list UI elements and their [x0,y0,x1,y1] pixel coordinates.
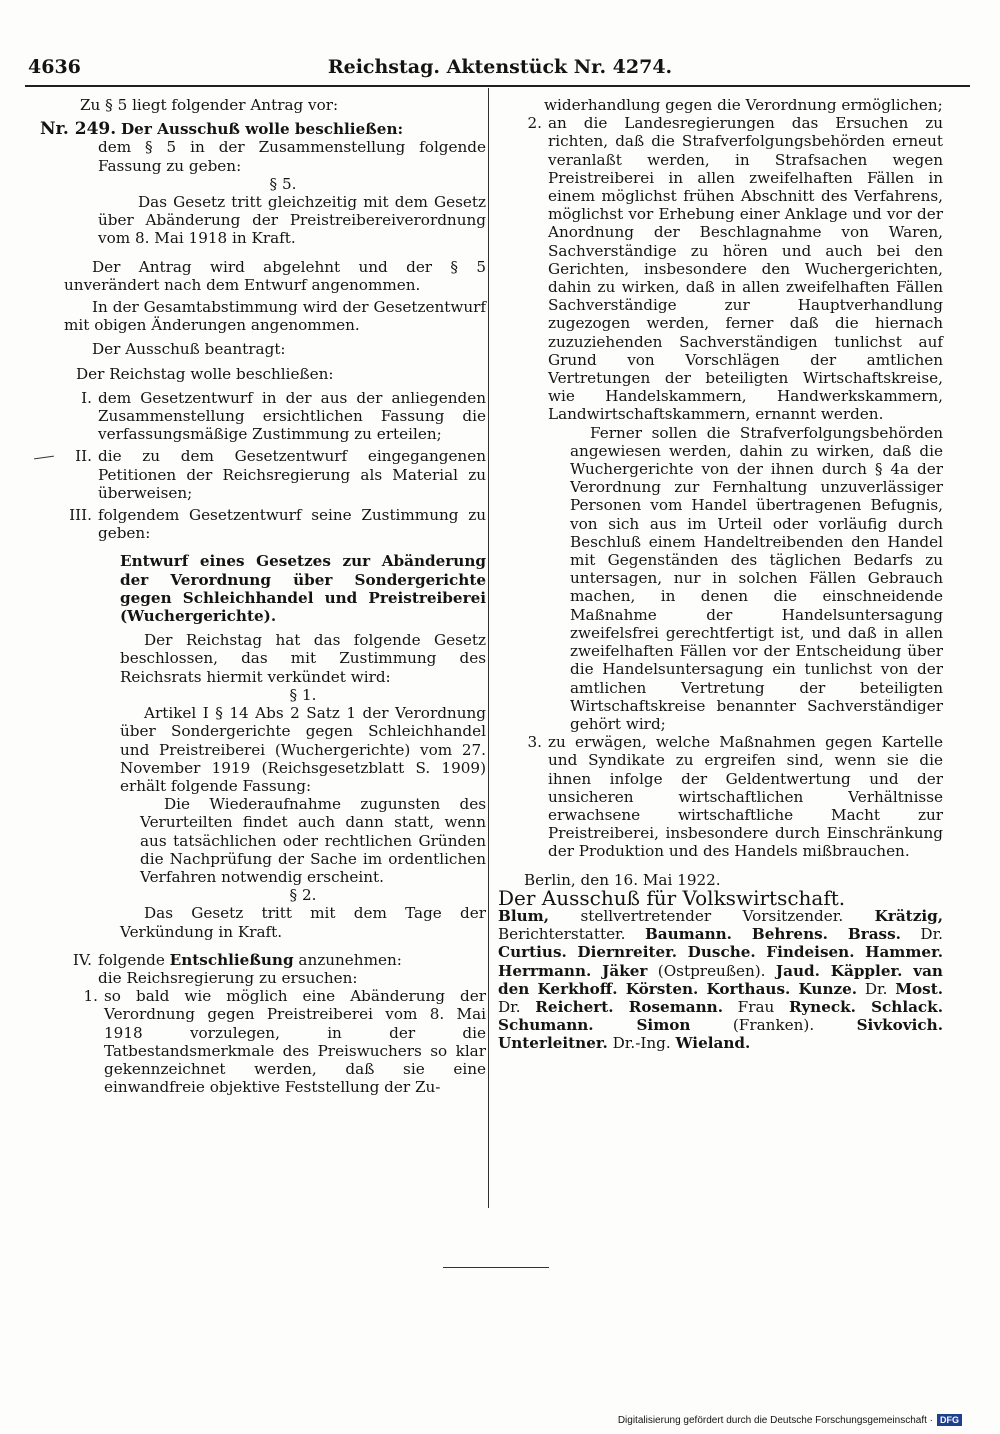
left-column [40,96,486,1096]
member-note: Frau [722,997,789,1016]
motion-number: Nr. 249. [40,119,117,140]
place-date: Berlin, den 16. Mai 1922. [524,870,721,889]
request-1 [40,987,486,1096]
member-name: Ryneck. Schlack. Schumann. Simon [498,997,943,1035]
right-column [498,96,943,1053]
member-name: Baumann. Behrens. Brass. [644,925,901,944]
member-note: Dr.-Ing. [607,1034,676,1053]
running-title: Reichstag. Aktenstück Nr. 4274. [327,56,673,78]
member-note: stellvertretender Vorsitzender. [549,906,875,925]
draft-s1-text: Artikel I § 14 Abs 2 Satz 1 der Verordnung über Sondergerichte gegen Schleichhandel und Preistreiberei (Wuchergerichte) vom 27. November 1919 (Reichsgesetzblatt S. 1909) erhält folgende Fassung: [120,704,486,795]
section5-heading: § 5. [269,174,297,193]
member-name: Jaud. Käppler. van den Kerkhoff. Körsten. Korthaus. Kunze. [498,961,943,998]
motion-text: Der Ausschuß wolle beschließen: [121,120,404,139]
para-total-vote: In der Gesamtabstimmung wird der Gesetzentwurf mit obigen Änderungen angenommen. [64,298,486,335]
intro-line: Zu § 5 liegt folgender Antrag vor: [80,96,339,114]
member-note: (Franken). [690,1016,857,1035]
member-note: Dr. [498,997,536,1016]
item-4-text-c: anzunehmen: [298,950,402,969]
member-note: Dr. [857,979,896,998]
member-name: Sivkovich. Unterleitner. [498,1016,943,1053]
draft-preamble: Der Reichstag hat das folgende Gesetz beschlossen, das mit Zustimmung des Reichsrats hiermit verkündet wird: [120,631,486,686]
reichstag-resolve: Der Reichstag wolle beschließen: [76,364,334,383]
committee-requests: Der Ausschuß beantragt: [92,340,286,359]
request-2-text: an die Landesregierungen das Ersuchen zu richten, daß die Strafverfolgungsbehörden erneut veranlaßt werden, in Strafsachen wegen Preistreiberei in allen zweifelhaften Fällen in einem möglichst frühen Abschnitt des Verfahrens, möglichst vor Erhebung einer Anklage und vor der Anordnung der Beschlagnahme von Waren, Sachverständige zu hören und auch bei den Gerichten, insbesondere den Wuchergerichten, dahin zu wirken, daß in allen zweifelhaften Fällen Sachverständige zur Hauptverhandlung zugezogen werden, ferner daß die hiernach zuzuziehenden Sachverständigen tunlichst auf Grund von Vorschlägen der amtlichen Vertretungen der beteiligten Wirtschaftskreise, wie Handelskammern, Handwerkskammern, Landwirtschaftskammern, ernannt werden. [548,114,943,424]
request-3-number: 3. [527,733,542,752]
column-divider [488,88,489,1208]
item-2 [40,447,486,502]
committee-title: Der Ausschuß für Volkswirtschaft. [498,885,846,910]
member-name: Curtius. Diernreiter. Dusche. Findeisen. Hammer. Herrmann. Jäker [498,943,943,980]
draft-title: Entwurf eines Gesetzes zur Abänderung der Verordnung über Sondergerichte gegen Schleichhandel und Preistreiberei (Wuchergerichte). [120,552,486,626]
item-4-line [98,951,486,969]
item-4-number: IV. [72,950,92,969]
member-note: (Ostpreußen). [647,961,776,980]
request-1-continued: widerhandlung gegen die Verordnung ermöglichen; [544,96,943,114]
member-name: Reichert. Rosemann. [535,997,723,1016]
page-number: 4636 [28,56,81,78]
motion-body: dem § 5 in der Zusammenstellung folgende Fassung zu geben: [98,138,486,175]
committee-members [498,907,943,1053]
request-2 [498,114,943,423]
para-rejected: Der Antrag wird abgelehnt und der § 5 unverändert nach dem Entwurf angenommen. [64,257,486,294]
request-2-text-2: Ferner sollen die Strafverfolgungsbehörden angewiesen werden, dahin zu wirken, daß die Wuchergerichte von der ihnen durch § 4a der Verordnung zur Fernhaltung unzuverlässiger Personen vom Handel übertragenen Befugnis, von sich aus im Urteil oder vorläufig durch Beschluß einem Handeltreibenden den Handel mit Gegenständen des täglichen Bedarfs zu untersagen, nur in solchen Fällen Gebrauch machen, in denen die einschneidende Maßnahme der Handelsuntersagung zweifelsfrei gerechtfertigt ist, und daß in allen zweifelhaften Fällen vor der Entscheidung über die Handelsuntersagung ein tunlichst von der amtlichen Vertretung der beteiligten Wirtschaftskreise benannter Sachverständiger gehört wird; [570,423,943,733]
item-4-text-b: Entschließung [169,950,294,969]
footer [618,1414,962,1426]
member-note: Berichterstatter. [498,925,645,944]
member-name: Blum, [498,906,550,925]
section5-text: Das Gesetz tritt gleichzeitig mit dem Gesetz über Abänderung der Preistreibereiverordnung vom 8. Mai 1918 in Kraft. [98,193,486,248]
item-2-text: die zu dem Gesetzentwurf eingegangenen Petitionen der Reichsregierung als Material zu überweisen; [98,447,486,502]
item-4 [40,951,486,969]
member-name: Krätzig, [874,906,943,925]
request-3-text: zu erwägen, welche Maßnahmen gegen Kartelle und Syndikate zu ergreifen sind, wenn sie die ihnen infolge der Geldentwertung und der unsicheren wirtschaftlichen Verhältnisse erwachsene wirtschaftliche Macht zur Preistreiberei, insbesondere durch Einschränkung der Produktion und des Handels mißbrauchen. [548,733,943,861]
item-1 [40,389,486,444]
item-4-text-a: folgende [98,950,165,969]
request-3 [498,733,943,860]
page-header [0,56,1000,86]
footer-text: Digitalisierung gefördert durch die Deutsche Forschungsgemeinschaft · [617,1414,933,1426]
request-1-number: 1. [83,987,98,1006]
draft-s1-quote: Die Wiederaufnahme zugunsten des Verurteilten findet auch dann statt, wenn aus tatsächlichen oder rechtlichen Gründen die Nachprüfung der Sache im ordentlichen Verfahren notwendig erscheint. [140,795,486,886]
member-name: Most. [895,979,944,998]
item-3-number: III. [69,506,92,525]
request-1-text: so bald wie möglich eine Abänderung der Verordnung gegen Preistreiberei vom 8. Mai 1918 vorzulegen, in der die Tatbestandsmerkmale des Preiswuchers so klar gekennzeichnet werden, daß sie eine einwandfreie objektive Feststellung der Zu- [104,987,486,1097]
item-2-number: II. [75,447,92,466]
item-3 [40,506,486,542]
item-4-sub: die Reichsregierung zu ersuchen: [98,968,358,987]
request-2-number: 2. [527,114,542,133]
draft-s1-heading: § 1. [289,685,317,704]
item-1-number: I. [81,388,92,407]
item-1-text: dem Gesetzentwurf in der aus der anliegenden Zusammenstellung ersichtlichen Fassung die verfassungsmäßige Zustimmung zu erteilen; [98,388,486,444]
end-rule [443,1267,549,1268]
draft-s2-text: Das Gesetz tritt mit dem Tage der Verkündung in Kraft. [120,904,486,941]
member-name: Wieland. [675,1034,751,1053]
member-note: Dr. [900,925,943,944]
motion-line [40,120,486,138]
header-rule [25,85,970,87]
item-3-text: folgendem Gesetzentwurf seine Zustimmung zu geben: [98,506,486,543]
dfg-logo-icon: DFG [937,1414,962,1426]
draft-s2-heading: § 2. [289,886,317,905]
